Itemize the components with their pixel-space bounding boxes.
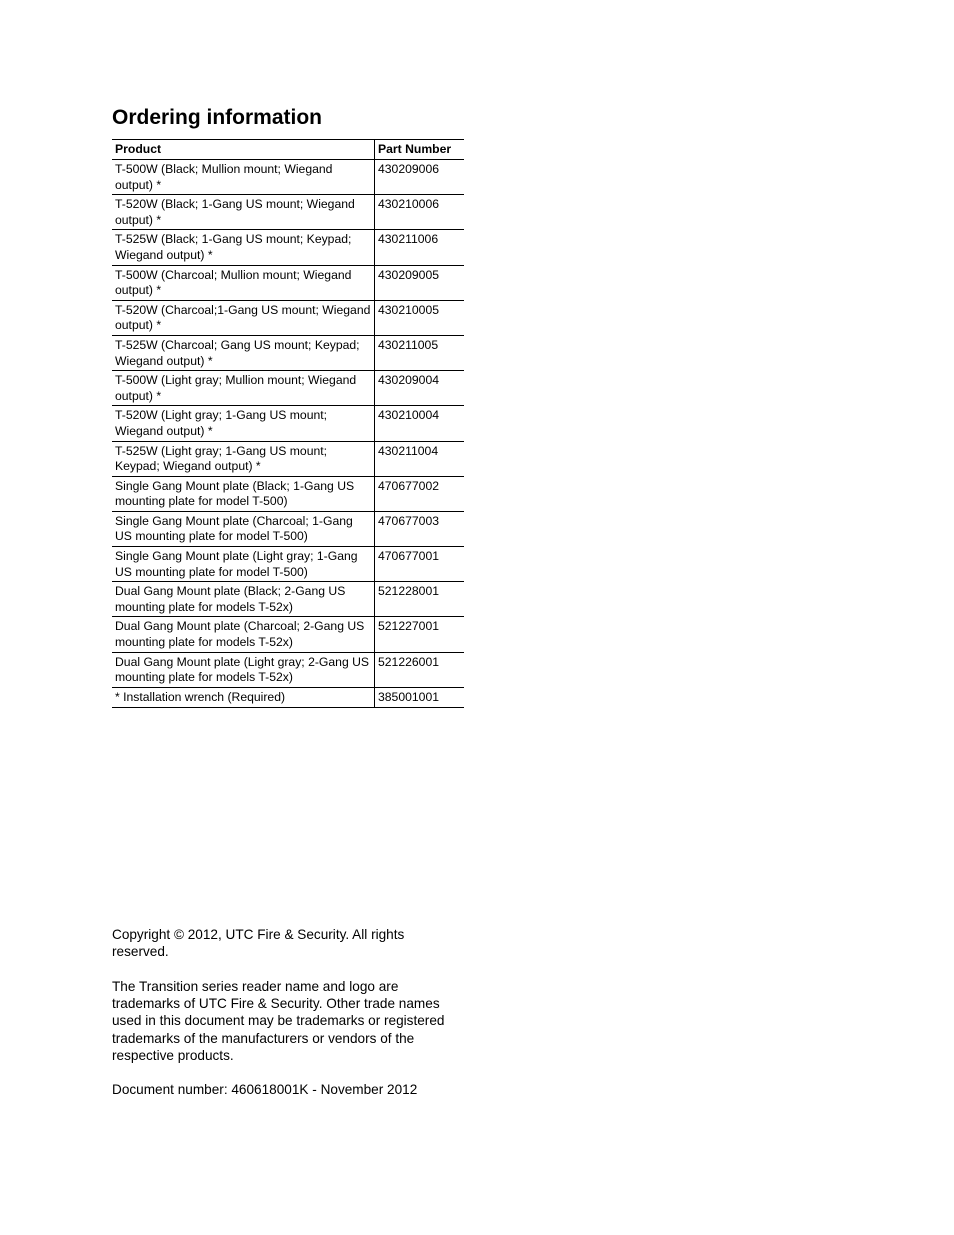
part-number-cell: 385001001 — [375, 687, 465, 707]
product-cell: Dual Gang Mount plate (Light gray; 2-Gang US mounting plate for models T-52x) — [112, 652, 375, 687]
ordering-table — [112, 139, 464, 708]
table-row — [112, 406, 464, 441]
document-number: Document number: 460618001K - November 2012 — [112, 1082, 418, 1097]
part-number-cell: 430211006 — [375, 230, 465, 265]
table-row — [112, 687, 464, 707]
product-cell: T-520W (Light gray; 1-Gang US mount; Wiegand output) * — [112, 406, 375, 441]
product-cell: T-500W (Light gray; Mullion mount; Wiegand output) * — [112, 371, 375, 406]
product-cell: Single Gang Mount plate (Light gray; 1-Gang US mounting plate for model T-500) — [112, 547, 375, 582]
product-cell: T-520W (Black; 1-Gang US mount; Wiegand output) * — [112, 195, 375, 230]
product-cell: T-500W (Charcoal; Mullion mount; Wiegand output) * — [112, 265, 375, 300]
copyright-notice: Copyright © 2012, UTC Fire & Security. All rights reserved. — [112, 927, 405, 960]
product-cell: Dual Gang Mount plate (Charcoal; 2-Gang US mounting plate for models T-52x) — [112, 617, 375, 652]
table-row — [112, 441, 464, 476]
column-header-part-number: Part Number — [375, 140, 465, 160]
table-row — [112, 371, 464, 406]
part-number-cell: 521228001 — [375, 582, 465, 617]
table-row — [112, 230, 464, 265]
table-row — [112, 265, 464, 300]
table-row — [112, 582, 464, 617]
table-row — [112, 195, 464, 230]
table-row — [112, 511, 464, 546]
product-cell: Dual Gang Mount plate (Black; 2-Gang US mounting plate for models T-52x) — [112, 582, 375, 617]
product-cell: * Installation wrench (Required) — [112, 687, 375, 707]
part-number-cell: 521226001 — [375, 652, 465, 687]
part-number-cell: 430210005 — [375, 300, 465, 335]
product-cell: Single Gang Mount plate (Black; 1-Gang US mounting plate for model T-500) — [112, 476, 375, 511]
table-row — [112, 652, 464, 687]
product-cell: T-520W (Charcoal;1-Gang US mount; Wiegand output) * — [112, 300, 375, 335]
part-number-cell: 430210004 — [375, 406, 465, 441]
table-header-row — [112, 140, 464, 160]
part-number-cell: 430209006 — [375, 160, 465, 195]
part-number-cell: 430209004 — [375, 371, 465, 406]
page-title: Ordering information — [112, 106, 322, 129]
table-row — [112, 476, 464, 511]
part-number-cell: 430211005 — [375, 335, 465, 370]
part-number-cell: 521227001 — [375, 617, 465, 652]
part-number-cell: 430210006 — [375, 195, 465, 230]
part-number-cell: 470677002 — [375, 476, 465, 511]
table-row — [112, 335, 464, 370]
product-cell: Single Gang Mount plate (Charcoal; 1-Gang US mounting plate for model T-500) — [112, 511, 375, 546]
table-row — [112, 160, 464, 195]
table-row — [112, 547, 464, 582]
table-row — [112, 300, 464, 335]
table-row — [112, 617, 464, 652]
product-cell: T-525W (Charcoal; Gang US mount; Keypad; Wiegand output) * — [112, 335, 375, 370]
part-number-cell: 470677001 — [375, 547, 465, 582]
column-header-product: Product — [112, 140, 375, 160]
product-cell: T-500W (Black; Mullion mount; Wiegand output) * — [112, 160, 375, 195]
product-cell: T-525W (Light gray; 1-Gang US mount; Keypad; Wiegand output) * — [112, 441, 375, 476]
part-number-cell: 430209005 — [375, 265, 465, 300]
trademark-notice: The Transition series reader name and logo are trademarks of UTC Fire & Security. Other trade names used in this document may be trademarks or registered trademarks of the manufacturers or vendors of the respective products. — [112, 979, 445, 1063]
product-cell: T-525W (Black; 1-Gang US mount; Keypad; Wiegand output) * — [112, 230, 375, 265]
part-number-cell: 470677003 — [375, 511, 465, 546]
part-number-cell: 430211004 — [375, 441, 465, 476]
